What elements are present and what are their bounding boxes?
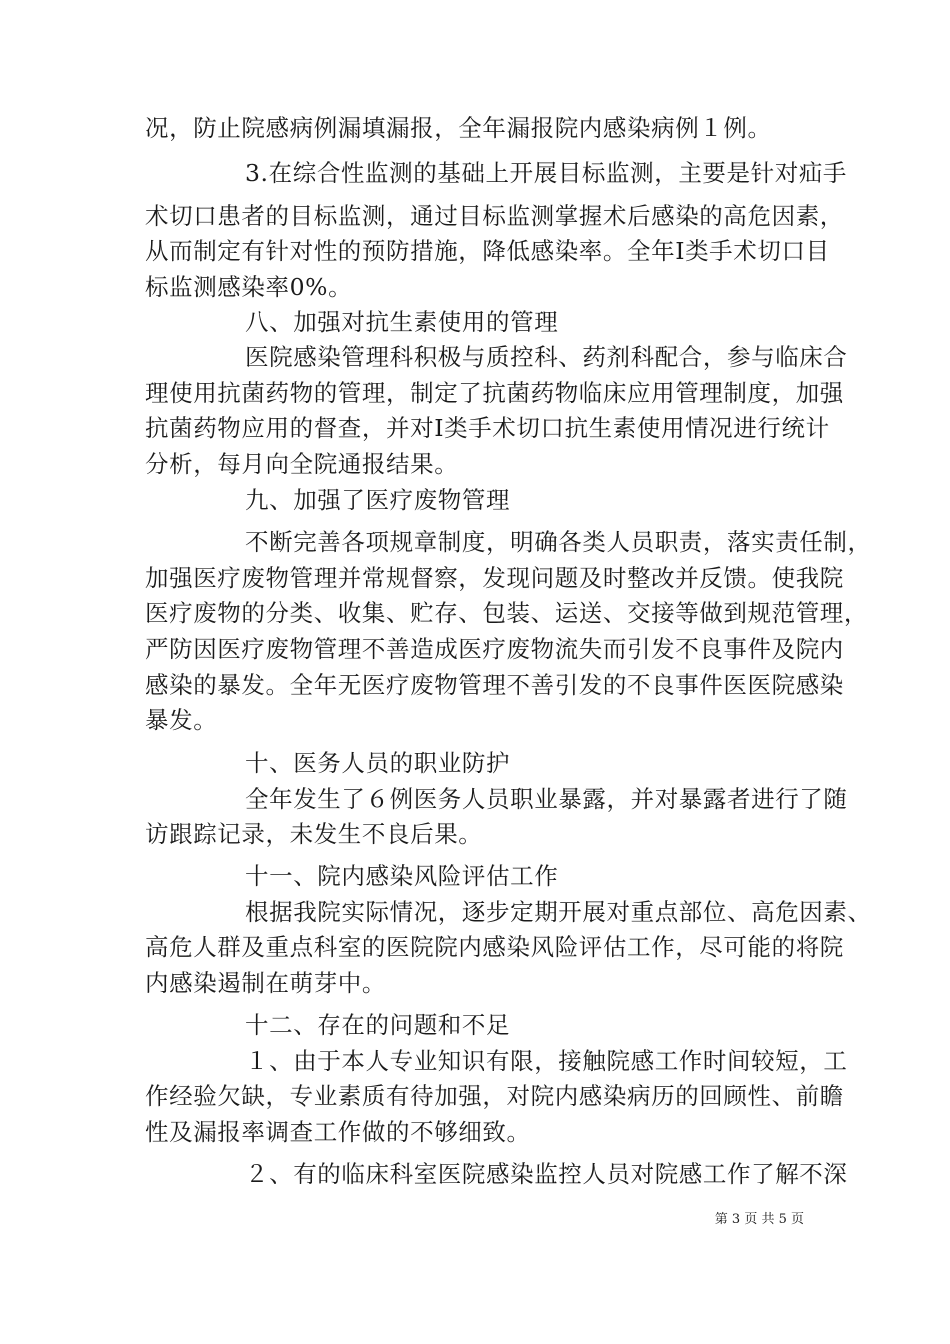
section-heading: 十二、存在的问题和不足 [245, 1011, 511, 1039]
section-heading: 八、加强对抗生素使用的管理 [245, 308, 559, 336]
text-line: 医院感染管理科积极与质控科、药剂科配合，参与临床合 [245, 343, 848, 371]
text-line: 不断完善各项规章制度，明确各类人员职责，落实责任制， [245, 528, 872, 556]
text-line: 访跟踪记录，未发生不良后果。 [145, 820, 483, 848]
text-line: 加强医疗废物管理并常规督察，发现问题及时整改并反馈。使我院 [145, 564, 844, 592]
text-line: 暴发。 [145, 706, 218, 734]
text-line: 内感染遏制在萌芽中。 [145, 969, 386, 997]
text-line: 况，防止院感病例漏填漏报，全年漏报院内感染病例１例。 [145, 114, 772, 142]
text-line: 医疗废物的分类、收集、贮存、包装、运送、交接等做到规范管理， [145, 599, 868, 627]
text-line: 分析，每月向全院通报结果。 [145, 450, 459, 478]
text-line: 3.在综合性监测的基础上开展目标监测，主要是针对疝手 [245, 159, 848, 187]
text-line: 严防因医疗废物管理不善造成医疗废物流失而引发不良事件及院内 [145, 635, 844, 663]
text-line: 感染的暴发。全年无医疗废物管理不善引发的不良事件医医院感染 [145, 671, 844, 699]
text-line: 性及漏报率调查工作做的不够细致。 [145, 1118, 531, 1146]
text-line: 根据我院实际情况，逐步定期开展对重点部位、高危因素、 [245, 898, 872, 926]
text-line: 抗菌药物应用的督查，并对Ⅰ类手术切口抗生素使用情况进行统计 [145, 414, 830, 442]
text-line: 全年发生了６例医务人员职业暴露，并对暴露者进行了随 [245, 785, 848, 813]
text-line: 从而制定有针对性的预防措施，降低感染率。全年Ⅰ类手术切口目 [145, 237, 830, 265]
text-line: 理使用抗菌药物的管理，制定了抗菌药物临床应用管理制度，加强 [145, 379, 844, 407]
page-number-footer: 第 3 页 共 5 页 [714, 1212, 804, 1227]
section-heading: 十、医务人员的职业防护 [245, 749, 511, 777]
text-line: １、由于本人专业知识有限，接触院感工作时间较短，工 [245, 1047, 848, 1075]
text-line: ２、有的临床科室医院感染监控人员对院感工作了解不深 [245, 1160, 848, 1188]
section-heading: 九、加强了医疗废物管理 [245, 486, 511, 514]
text-line: 术切口患者的目标监测，通过目标监测掌握术后感染的高危因素， [145, 202, 844, 230]
text-line: 作经验欠缺，专业素质有待加强，对院内感染病历的回顾性、前瞻 [145, 1082, 844, 1110]
text-line: 标监测感染率0%。 [145, 273, 353, 301]
text-line: 高危人群及重点科室的医院院内感染风险评估工作，尽可能的将院 [145, 933, 844, 961]
section-heading: 十一、院内感染风险评估工作 [245, 862, 559, 890]
